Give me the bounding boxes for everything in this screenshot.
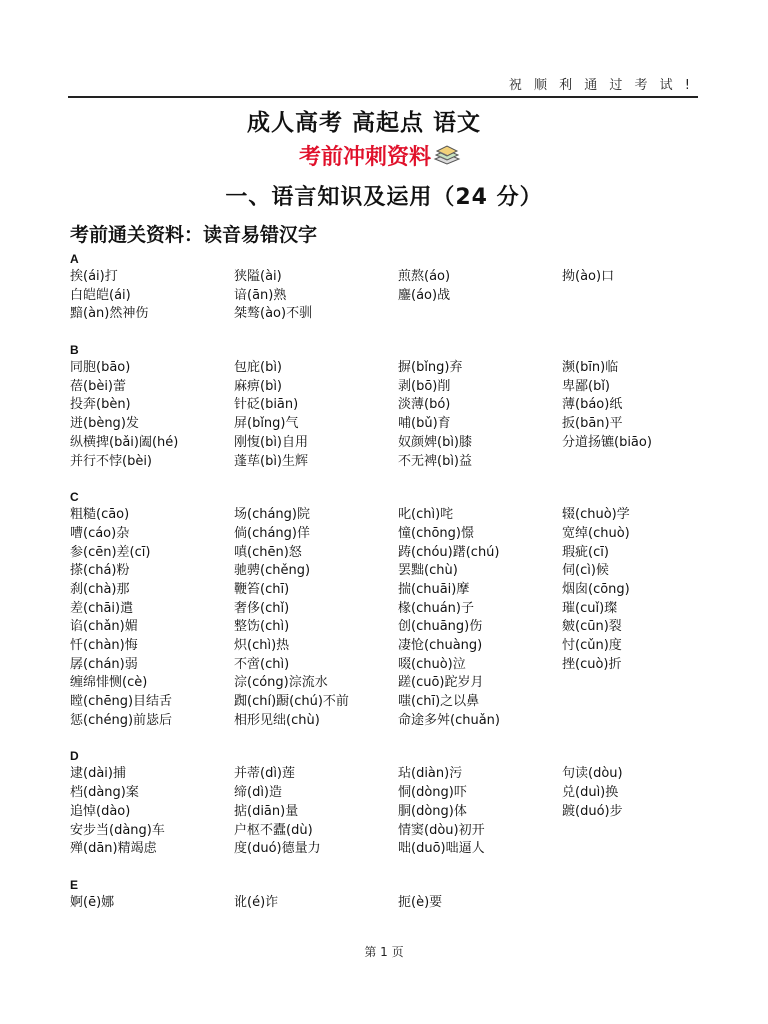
doc-title: 成人高考 高起点 语文 — [246, 110, 481, 136]
word-entry: 嗔(chēn)怒 — [234, 544, 302, 560]
word-entry: 参(cēn)差(cī) — [70, 544, 151, 560]
word-entry: 驰骋(chěng) — [234, 563, 311, 579]
word-entry: 度(duó)德量力 — [234, 841, 321, 857]
word-entry: 搽(chá)粉 — [70, 563, 130, 579]
page-number: 第 1 页 — [364, 945, 404, 959]
entry-row — [70, 268, 710, 287]
word-entry: 档(dàng)案 — [70, 785, 139, 801]
word-entry: 胴(dòng)体 — [398, 803, 467, 819]
word-entry: 分道扬镳(biāo) — [562, 434, 652, 450]
word-entry: 蓬荜(bì)生辉 — [234, 453, 309, 469]
word-entry: 咄(duō)咄逼人 — [398, 841, 485, 857]
header-note: 祝 顺 利 通 过 考 试 ! — [508, 78, 694, 93]
word-entry: 卑鄙(bǐ) — [562, 378, 611, 394]
word-entry: 兑(duì)换 — [562, 785, 619, 801]
word-entry: 追悼(dào) — [70, 803, 131, 819]
doc-subtitle-line — [0, 140, 760, 173]
word-entry: 纵横捭(bǎi)阖(hé) — [70, 434, 179, 450]
word-entry: 白皑皑(ái) — [70, 287, 131, 303]
word-entry: 嘈(cáo)杂 — [70, 525, 130, 541]
entry-row — [70, 637, 710, 656]
group-letter-d: D — [70, 749, 79, 764]
header-rule — [68, 96, 698, 98]
group-letter-a: A — [70, 252, 79, 266]
word-entry: 婀(ē)娜 — [70, 894, 115, 910]
word-entry: 情窦(dòu)初开 — [398, 822, 485, 838]
word-entry: 蓓(bèi)蕾 — [70, 378, 127, 394]
word-entry: 踟(chí)蹰(chú)不前 — [234, 694, 349, 710]
entry-row — [70, 415, 710, 434]
word-entry: 濒(bīn)临 — [562, 360, 619, 376]
word-entry: 瞠(chēng)目结舌 — [70, 694, 173, 710]
word-entry: 淡薄(bó) — [398, 397, 451, 413]
word-entry: 整饬(chì) — [234, 619, 290, 635]
word-entry: 罢黜(chù) — [398, 563, 458, 579]
entry-row — [70, 894, 710, 913]
word-entry: 摒(bǐng)弃 — [398, 360, 463, 376]
entry-row — [70, 525, 710, 544]
entry-row — [70, 803, 710, 822]
word-entry: 安步当(dàng)车 — [70, 822, 165, 838]
word-entry: 刚愎(bì)自用 — [234, 434, 309, 450]
word-entry: 并行不悖(bèi) — [70, 453, 153, 469]
group-letter-b: B — [70, 343, 79, 358]
word-entry: 剥(bō)削 — [398, 378, 451, 394]
word-entry: 惩(chéng)前毖后 — [70, 712, 173, 728]
word-entry: 恫(dòng)吓 — [398, 785, 467, 801]
word-entry: 扳(bān)平 — [562, 416, 623, 432]
word-entry: 户枢不蠹(dù) — [234, 822, 313, 838]
entry-row — [70, 506, 710, 525]
word-entry: 宽绰(chuò) — [562, 525, 630, 541]
word-entry: 瑕疵(cī) — [562, 544, 609, 560]
word-entry: 命途多舛(chuǎn) — [398, 712, 500, 728]
word-entry: 场(cháng)院 — [234, 507, 310, 523]
entry-row — [70, 600, 710, 619]
word-entry: 薄(báo)纸 — [562, 397, 623, 413]
entry-row — [70, 840, 710, 859]
word-entry: 憧(chōng)憬 — [398, 525, 474, 541]
word-entry: 挫(cuò)折 — [562, 656, 622, 672]
topic-title: 考前通关资料：读音易错汉字 — [70, 224, 318, 246]
word-entry: 嗤(chī)之以鼻 — [398, 694, 480, 710]
word-entry: 谄(chǎn)媚 — [70, 619, 138, 635]
word-entry: 麻痹(bì) — [234, 378, 283, 394]
word-entry: 忖(cǔn)度 — [562, 638, 622, 653]
word-entry: 不啻(chì) — [234, 656, 290, 672]
word-entry: 狭隘(ài) — [234, 269, 282, 284]
word-entry: 踌(chóu)躇(chú) — [398, 544, 500, 560]
entry-row — [70, 305, 710, 324]
word-entry: 炽(chì)热 — [234, 638, 290, 653]
word-entry: 烟囱(cōng) — [562, 581, 630, 597]
word-entry: 粗糙(cāo) — [70, 507, 130, 523]
section-title: 一、语言知识及运用（24 分） — [225, 185, 543, 210]
entry-row — [70, 453, 710, 472]
entry-row — [70, 581, 710, 600]
word-entry: 鞭笞(chī) — [234, 581, 290, 597]
word-entry: 辍(chuò)学 — [562, 507, 630, 523]
word-entry: 刹(chà)那 — [70, 581, 130, 597]
word-entry: 鏖(áo)战 — [398, 287, 451, 303]
entry-row — [70, 618, 710, 637]
entry-row — [70, 287, 710, 306]
word-entry: 迸(bèng)发 — [70, 416, 139, 432]
word-entry: 掂(diān)量 — [234, 803, 299, 819]
entry-row — [70, 674, 710, 693]
word-entry: 揣(chuāi)摩 — [398, 581, 470, 597]
word-list — [70, 250, 710, 913]
group-letter-e: E — [70, 877, 79, 892]
word-entry: 桀骜(ào)不驯 — [234, 306, 313, 322]
word-entry: 璀(cuǐ)璨 — [562, 600, 618, 616]
word-entry: 黯(àn)然神伤 — [70, 306, 149, 322]
word-entry: 忏(chàn)悔 — [70, 638, 138, 653]
word-entry: 屏(bǐng)气 — [234, 416, 299, 432]
entry-row — [70, 765, 710, 784]
word-entry: 伺(cì)候 — [562, 563, 609, 579]
entry-row — [70, 784, 710, 803]
group-letter-c: C — [70, 490, 79, 505]
word-entry: 哺(bǔ)育 — [398, 416, 451, 432]
entry-row — [70, 822, 710, 841]
word-entry: 蹉(cuō)跎岁月 — [398, 675, 484, 691]
word-entry: 谙(ān)熟 — [234, 287, 287, 303]
word-entry: 句读(dòu) — [562, 766, 623, 782]
word-entry: 投奔(bèn) — [70, 397, 131, 413]
word-entry: 相形见绌(chù) — [234, 712, 320, 728]
word-entry: 挨(ái)打 — [70, 269, 118, 284]
entry-row — [70, 712, 710, 731]
entry-row — [70, 396, 710, 415]
word-entry: 淙(cóng)淙流水 — [234, 675, 328, 691]
word-entry: 殚(dān)精竭虑 — [70, 841, 157, 857]
entry-row — [70, 378, 710, 397]
entry-row — [70, 434, 710, 453]
entry-row — [70, 693, 710, 712]
word-entry: 啜(chuò)泣 — [398, 656, 466, 672]
word-entry: 讹(é)诈 — [234, 894, 279, 910]
word-entry: 玷(diàn)污 — [398, 766, 463, 782]
word-entry: 包庇(bì) — [234, 360, 283, 376]
word-entry: 逮(dài)捕 — [70, 766, 126, 782]
word-entry: 缔(dì)造 — [234, 785, 283, 801]
word-entry: 皴(cūn)裂 — [562, 619, 622, 635]
word-entry: 差(chāi)遣 — [70, 600, 134, 616]
word-entry: 创(chuāng)伤 — [398, 619, 483, 635]
word-entry: 拗(ào)口 — [562, 269, 615, 284]
books-icon — [433, 143, 461, 173]
word-entry: 扼(è)要 — [398, 894, 443, 910]
word-entry: 踱(duó)步 — [562, 803, 623, 819]
word-entry: 孱(chán)弱 — [70, 656, 138, 672]
word-entry: 并蒂(dì)莲 — [234, 766, 296, 782]
doc-subtitle: 考前冲刺资料 — [298, 145, 431, 170]
word-entry: 叱(chì)咤 — [398, 507, 454, 523]
word-entry: 椽(chuán)子 — [398, 600, 474, 616]
entry-row — [70, 562, 710, 581]
word-entry: 缠绵悱恻(cè) — [70, 675, 148, 691]
word-entry: 奢侈(chǐ) — [234, 600, 290, 616]
word-entry: 倘(cháng)佯 — [234, 525, 310, 541]
word-entry: 奴颜婢(bì)膝 — [398, 434, 473, 450]
word-entry: 针砭(biān) — [234, 397, 299, 413]
word-entry: 凄怆(chuàng) — [398, 638, 483, 653]
word-entry: 不无裨(bì)益 — [398, 453, 473, 469]
entry-row — [70, 544, 710, 563]
word-entry: 煎熬(áo) — [398, 269, 451, 284]
entry-row — [70, 359, 710, 378]
entry-row — [70, 656, 710, 675]
word-entry: 同胞(bāo) — [70, 360, 131, 376]
